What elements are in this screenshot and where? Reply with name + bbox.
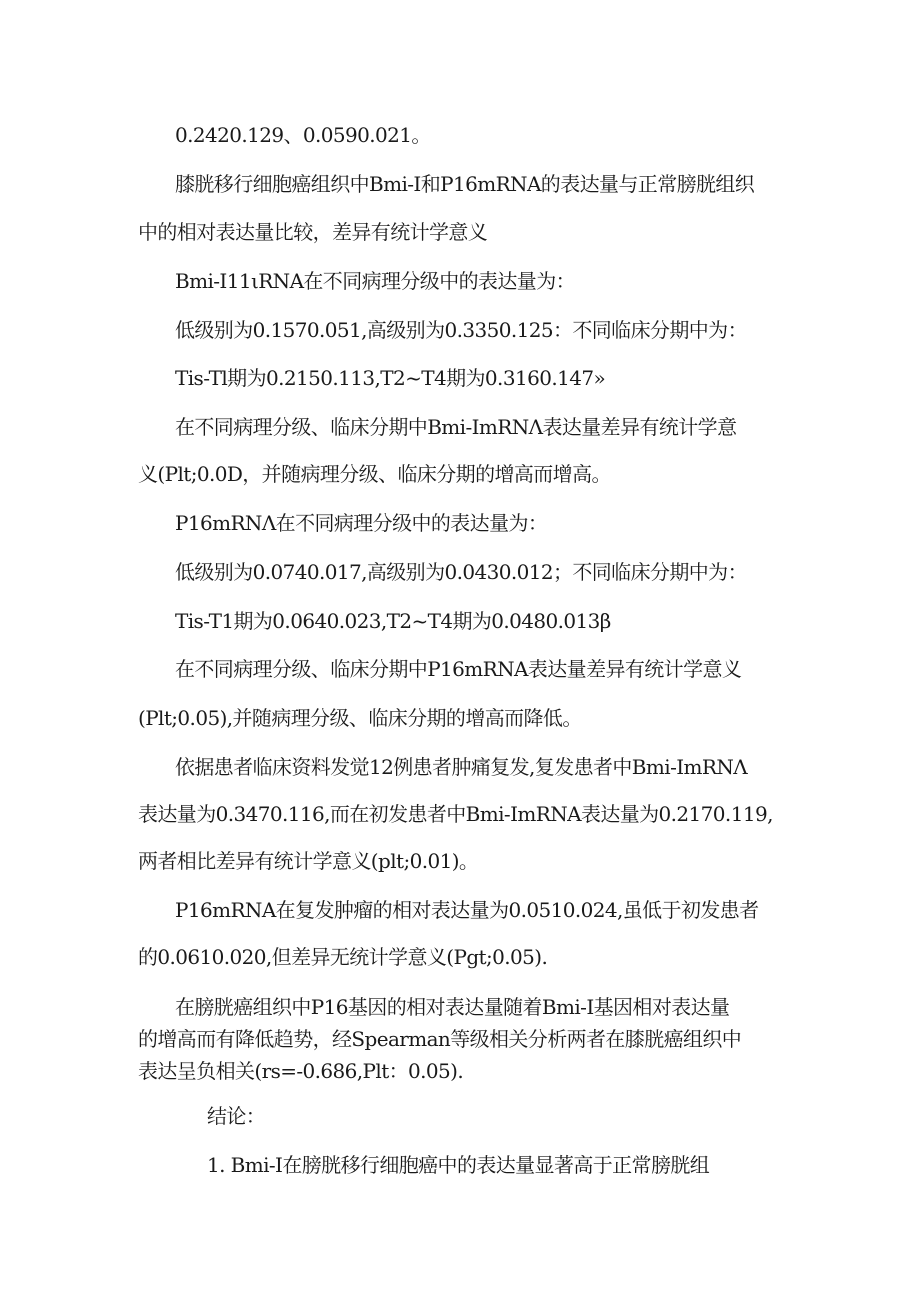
- text-line: 依据患者临床资料发觉12例患者肿痛复发,复发患者中Bmi-ImRNΛ: [175, 755, 748, 779]
- text-line: P16mRNA在复发肿瘤的相对表达量为0.0510.024,虽低于初发患者: [175, 898, 759, 922]
- text-line: 两者相比差异有统计学意义(plt;0.01)。: [138, 849, 479, 873]
- text-line: 低级别为0.0740.017,高级别为0.0430.012；不同临床分期中为：: [175, 560, 747, 584]
- text-line: 0.2420.129、0.0590.021。: [175, 123, 431, 147]
- text-line: P16mRNΛ在不同病理分级中的表达量为：: [175, 511, 548, 535]
- text-line: 在膀胱癌组织中P16基因的相对表达量随着Bmi-I基因相对表达量: [175, 995, 730, 1019]
- text-line: Tis-T1期为0.0640.023,T2~T4期为0.0480.013β: [175, 609, 611, 633]
- text-line: 中的相对表达量比较，差异有统计学意义: [138, 220, 488, 244]
- text-line: 的增高而有降低趋势，经Spearman等级相关分析两者在膝胱癌组织中: [138, 1027, 742, 1051]
- text-line: 在不同病理分级、临床分期中P16mRNA表达量差异有统计学意义: [175, 657, 742, 681]
- text-line: 膝胱移行细胞癌组织中Bmi-I和P16mRNA的表达量与正常膀胱组织: [175, 172, 755, 196]
- text-line: 的0.0610.020,但差异无统计学意义(Pgt;0.05).: [138, 945, 548, 969]
- text-line: 义(Plt;0.0D，并随病理分级、临床分期的增高而增高。: [138, 462, 611, 486]
- text-line: 1. Bmi-I在膀胱移行细胞癌中的表达量显著高于正常膀胱组: [207, 1153, 710, 1177]
- text-line: 低级别为0.1570.051,高级别为0.3350.125：不同临床分期中为：: [175, 318, 747, 342]
- text-line: 表达量为0.3470.116,而在初发患者中Bmi-ImRNA表达量为0.2170.119,: [138, 802, 773, 826]
- text-line: 结论：: [207, 1104, 266, 1128]
- text-line: (Plt;0.05),并随病理分级、临床分期的增高而降低。: [138, 706, 582, 730]
- text-line: Tis-Tl期为0.2150.113,T2~T4期为0.3160.147»: [175, 366, 606, 390]
- text-line: 表达呈负相关(rs=-0.686,Plt：0.05).: [138, 1059, 464, 1083]
- text-line: Bmi-I11ιRNA在不同病理分级中的表达量为：: [175, 269, 576, 293]
- text-line: 在不同病理分级、临床分期中Bmi-ImRNΛ表达量差异有统计学意: [175, 415, 737, 439]
